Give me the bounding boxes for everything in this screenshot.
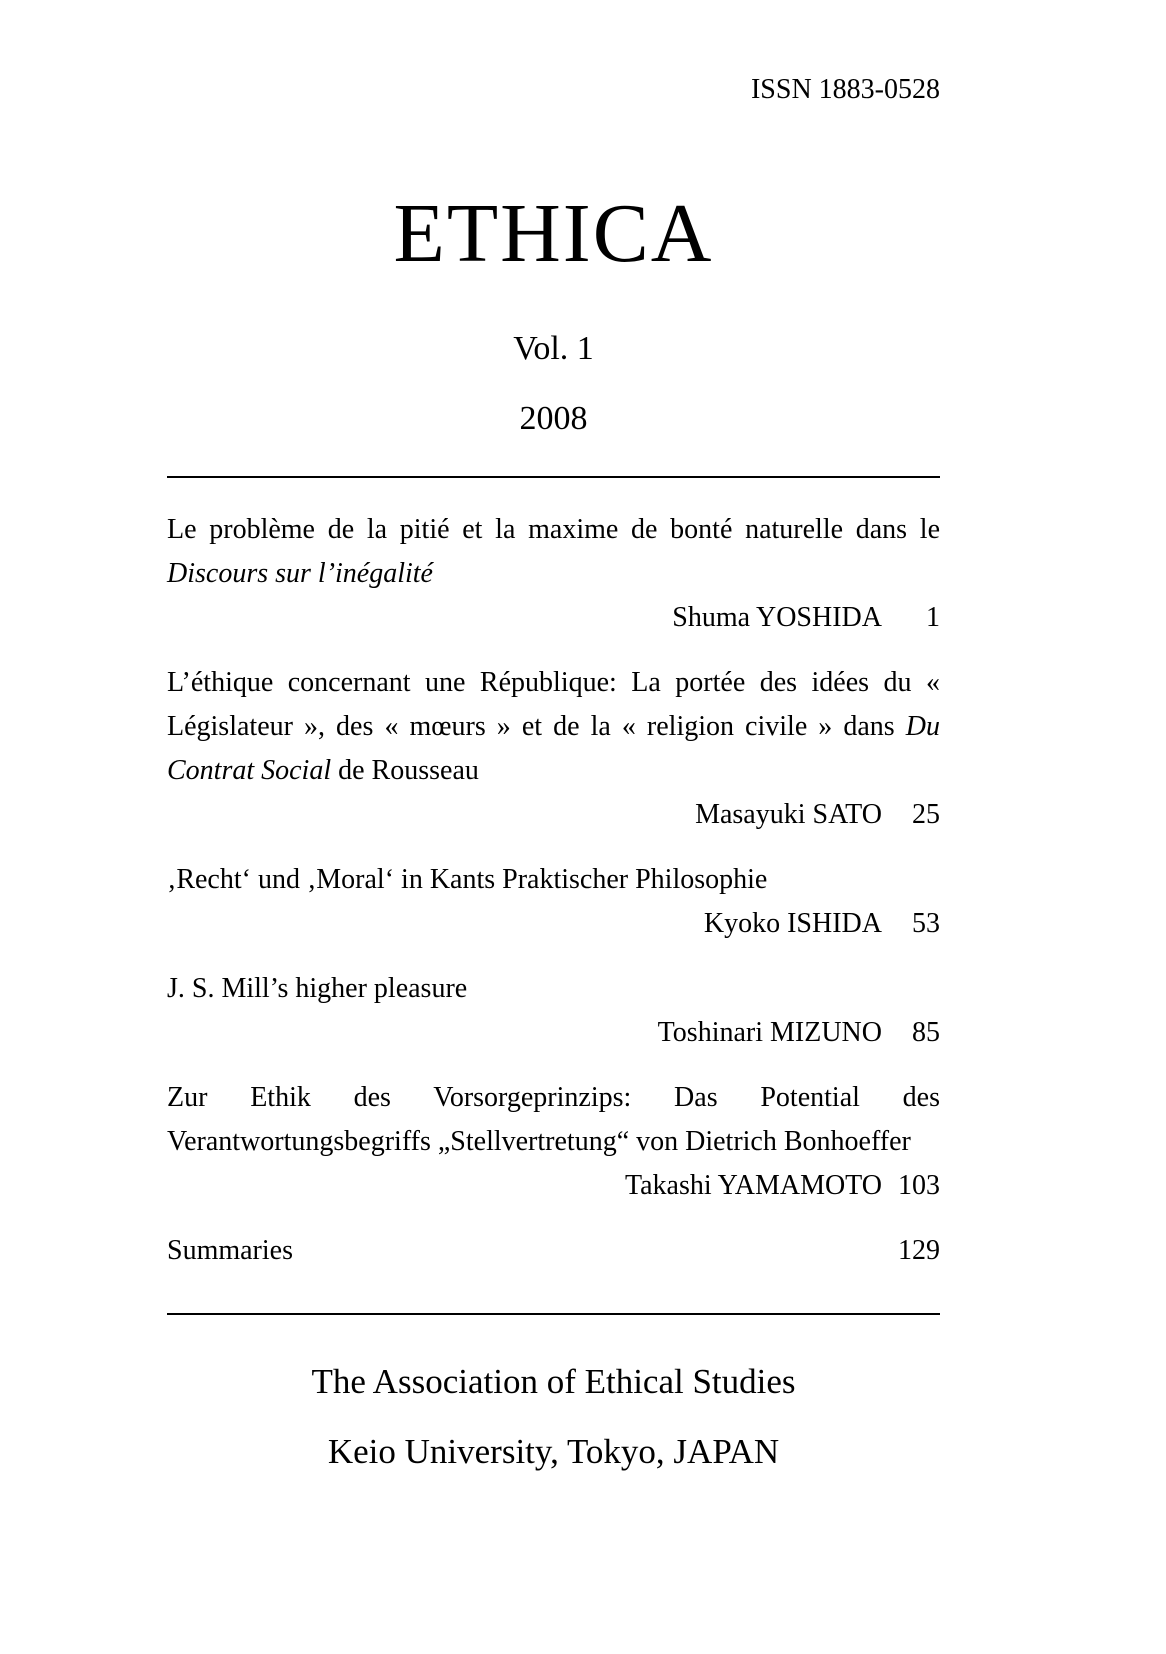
volume-label: Vol. 1 xyxy=(513,330,594,368)
bottom-divider xyxy=(167,1313,940,1315)
entry-title xyxy=(167,1076,940,1164)
entry-page-number: 129 xyxy=(898,1235,940,1267)
entry-title-segment: ‚Recht‘ und ‚Moral‘ in Kants Praktischer Philosophie xyxy=(167,864,768,896)
entry-byline xyxy=(167,1011,940,1055)
entry-title-italic-segment: Discours sur l’inégalité xyxy=(167,558,433,590)
entry-title xyxy=(167,967,940,1011)
entry-page-number: 53 xyxy=(912,908,940,940)
entry-author: Takashi YAMAMOTO xyxy=(624,1170,882,1202)
entry-page-number: 85 xyxy=(912,1017,940,1049)
entry-author: Masayuki SATO xyxy=(695,799,882,831)
toc-entries xyxy=(167,508,940,1273)
entry-byline xyxy=(167,596,940,640)
top-divider xyxy=(167,476,940,478)
entry-title-segment: Zur Ethik des Vorsorgeprinzips: Das Potential des Verantwortungsbegriffs „Stellvertretung“ von Dietrich Bonhoeffer xyxy=(167,1082,940,1158)
publisher-name: The Association of Ethical Studies xyxy=(311,1362,796,1402)
entry-title-segment: de Rousseau xyxy=(331,755,479,787)
entry-title xyxy=(167,1229,940,1273)
toc-entry xyxy=(167,1076,940,1208)
year-label: 2008 xyxy=(519,400,588,438)
entry-title xyxy=(167,661,940,793)
entry-title-italic-segment: Du Contrat Social xyxy=(167,711,940,787)
entry-title-segment: Summaries xyxy=(167,1235,293,1267)
entry-title-segment: Le problème de la pitié et la maxime de bonté naturelle dans le xyxy=(167,514,940,546)
toc-entry xyxy=(167,858,940,946)
entry-title-segment: L’éthique concernant une République: La portée des idées du « Législateur », des « mœurs » et de la « religion civile » dans xyxy=(167,667,940,743)
entry-page-number: 25 xyxy=(912,799,940,831)
toc-entry xyxy=(167,967,940,1055)
entry-byline xyxy=(167,793,940,837)
entry-page-number: 1 xyxy=(926,602,940,634)
toc-entry xyxy=(167,1229,940,1273)
entry-title xyxy=(167,858,940,902)
toc-entry xyxy=(167,508,940,640)
entry-byline xyxy=(167,1164,940,1208)
entry-author: Shuma YOSHIDA xyxy=(672,602,882,634)
entry-page-number: 103 xyxy=(898,1170,940,1202)
entry-title xyxy=(167,508,940,596)
issn-number: ISSN 1883-0528 xyxy=(750,74,940,105)
toc-entry xyxy=(167,661,940,837)
entry-author: Toshinari MIZUNO xyxy=(657,1017,882,1049)
publisher-location: Keio University, Tokyo, JAPAN xyxy=(327,1432,780,1472)
journal-title: ETHICA xyxy=(393,186,714,280)
entry-title-segment: J. S. Mill’s higher pleasure xyxy=(167,973,468,1005)
entry-author: Kyoko ISHIDA xyxy=(703,908,882,940)
entry-byline xyxy=(167,902,940,946)
